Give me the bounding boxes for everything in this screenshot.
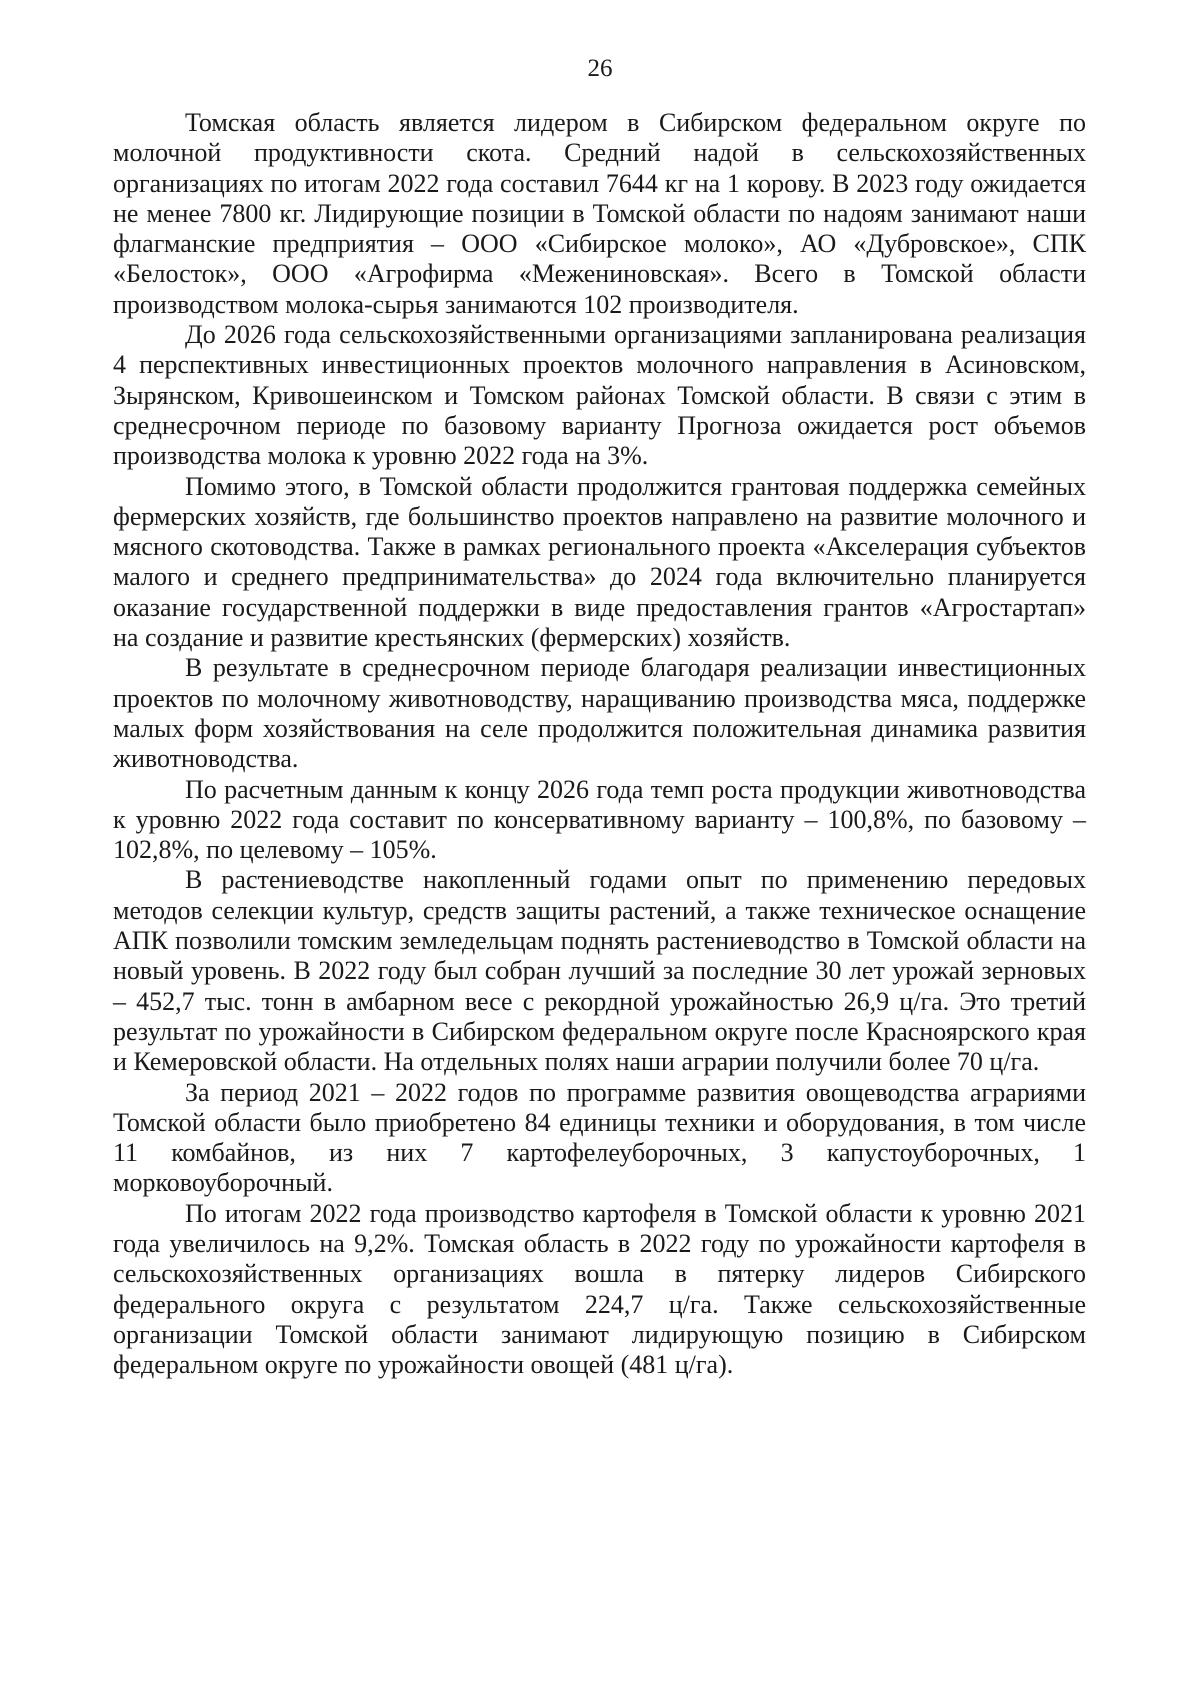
paragraph-potato-production: По итогам 2022 года производство картофеля в Томской области к уровню 2021 года увеличилось на 9,2%. Томская область в 2022 году по урожайности картофеля в сельскохозяйственных организациях вошла в пятерку лидеров Сибирского федерального округа с результатом 224,7 ц/га. Также сельскохозяйственные организации Томской области занимают лидирующую позицию в Сибирском федеральном округе по урожайности овощей (481 ц/га). [113, 1198, 1086, 1380]
paragraph-crop-production: В растениеводстве накопленный годами опыт по применению передовых методов селекции культур, средств защиты растений, а также техническое оснащение АПК позволили томским земледельцам поднять растениеводство в Томской области на новый уровень. В 2022 году был собран лучший за последние 30 лет урожай зерновых – 452,7 тыс. тонн в амбарном весе с рекордной урожайностью 26,9 ц/га. Это третий результат по урожайности в Сибирском федеральном округе после Красноярского края и Кемеровской области. На отдельных полях наши аграрии получили более 70 ц/га. [113, 865, 1086, 1077]
document-body [113, 108, 1086, 1380]
paragraph-dairy-productivity: Томская область является лидером в Сибирском федеральном округе по молочной продуктивности скота. Средний надой в сельскохозяйственных организациях по итогам 2022 года составил 7644 кг на 1 корову. В 2023 году ожидается не менее 7800 кг. Лидирующие позиции в Томской области по надоям занимают наши флагманские предприятия – ООО «Сибирское молоко», АО «Дубровское», СПК «Белосток», ООО «Агрофирма «Межениновская». Всего в Томской области производством молока-сырья занимаются 102 производителя. [113, 108, 1086, 319]
paragraph-dairy-investment-projects: До 2026 года сельскохозяйственными организациями запланирована реализация 4 перспективных инвестиционных проектов молочного направления в Асиновском, Зырянском, Кривошеинском и Томском районах Томской области. В связи с этим в среднесрочном периоде по базовому варианту Прогноза ожидается рост объемов производства молока к уровню 2022 года на 3%. [113, 320, 1086, 471]
paragraph-vegetable-machinery: За период 2021 – 2022 годов по программе развития овощеводства аграриями Томской области было приобретено 84 единицы техники и оборудования, в том числе 11 комбайнов, из них 7 картофелеуборочных, 3 капустоуборочных, 1 морковоуборочный. [113, 1077, 1086, 1198]
page-number: 26 [587, 55, 613, 82]
paragraph-livestock-growth-forecast: По расчетным данным к концу 2026 года темп роста продукции животноводства к уровню 2022 года составит по консервативному варианту – 100,8%, по базовому – 102,8%, по целевому – 105%. [113, 774, 1086, 865]
paragraph-farm-grant-support: Помимо этого, в Томской области продолжится грантовая поддержка семейных фермерских хозяйств, где большинство проектов направлено на развитие молочного и мясного скотоводства. Также в рамках регионального проекта «Акселерация субъектов малого и среднего предпринимательства» до 2024 года включительно планируется оказание государственной поддержки в виде предоставления грантов «Агростартап» на создание и развитие крестьянских (фермерских) хозяйств. [113, 471, 1086, 653]
paragraph-livestock-dynamics: В результате в среднесрочном периоде благодаря реализации инвестиционных проектов по молочному животноводству, наращиванию производства мяса, поддержке малых форм хозяйствования на селе продолжится положительная динамика развития животноводства. [113, 653, 1086, 774]
